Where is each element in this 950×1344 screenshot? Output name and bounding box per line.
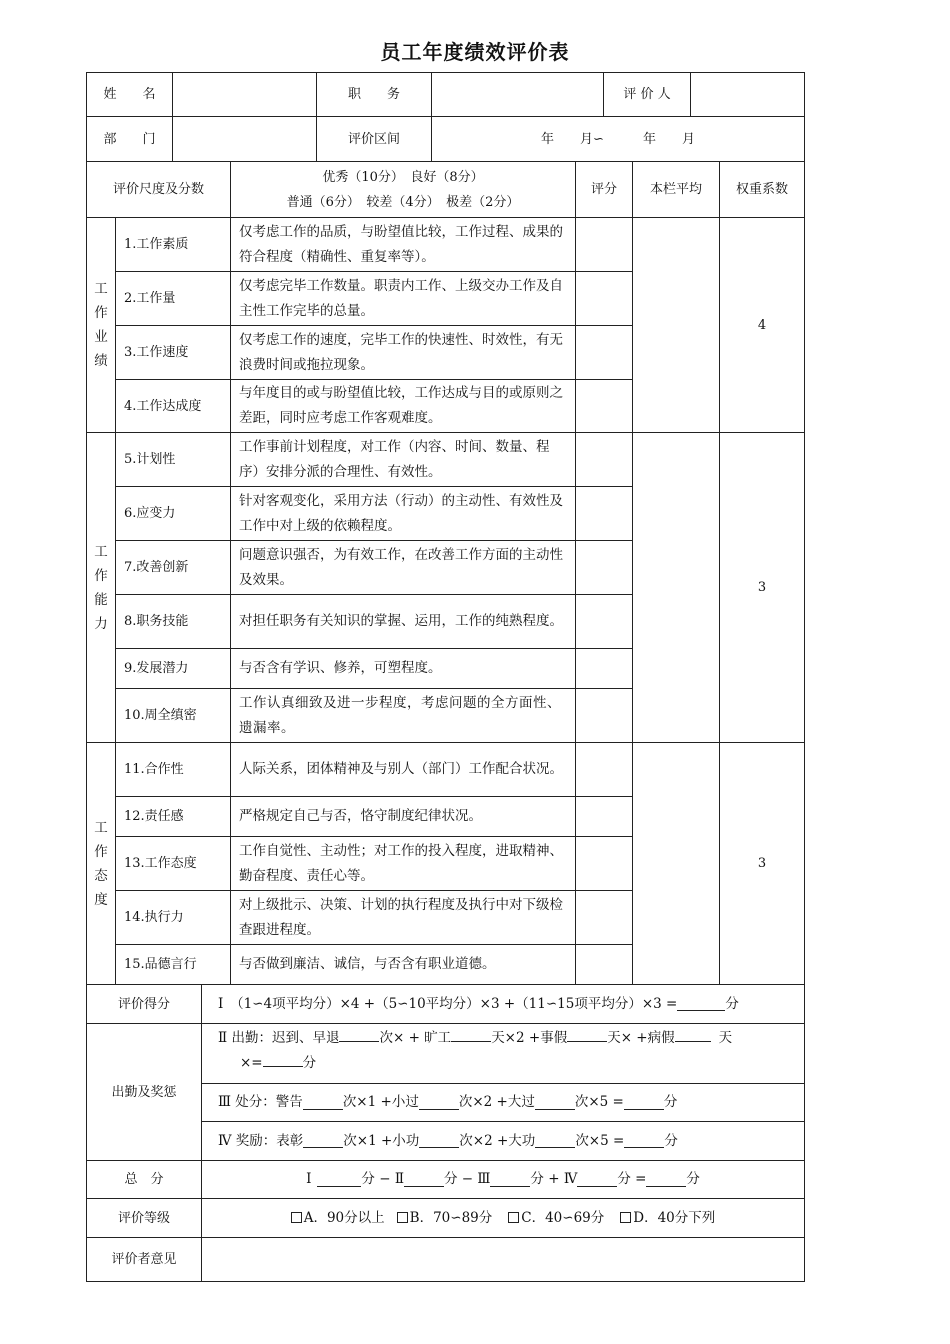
section-avg-field[interactable] [632,432,720,743]
item-name: 1.工作素质 [115,217,231,272]
score-field[interactable] [575,486,633,541]
section-char: 工 [94,281,108,297]
position-label: 职 务 [347,87,400,102]
name-label-cell [86,72,173,117]
section-char: 度 [94,891,108,908]
scale-label: 评价尺度及分数 [112,182,204,197]
total-iii-blank[interactable] [490,1173,530,1187]
score-field[interactable] [575,540,633,595]
total-result-blank[interactable] [646,1173,686,1187]
grade-option-a[interactable]: A．90分以上 [291,1206,385,1231]
score-col-header [575,161,633,218]
grade-option-d[interactable]: D．40分下列 [620,1206,715,1231]
score-field[interactable] [575,890,633,945]
minor-merit-blank[interactable] [419,1134,459,1148]
item-name: 15.品德言行 [115,944,231,985]
personal-leave-blank[interactable] [567,1028,607,1042]
score-field[interactable] [575,796,633,837]
score-formula-cell [201,984,805,1024]
item-desc: 与否含有学识、修养，可塑程度。 [230,648,576,689]
total-iv-blank[interactable] [577,1173,617,1187]
section-label-attitude [86,742,116,985]
section-char: 工 [94,543,108,560]
scale-line-2: 普通（6分） 较差（4分） 极差（2分） [286,194,520,210]
section-char: 作 [94,843,108,860]
commendation-count-blank[interactable] [303,1134,343,1148]
name-label: 姓 名 [103,87,156,102]
opinion-label-cell [86,1237,202,1282]
score-label: 评价得分 [117,996,170,1012]
section-label-performance [86,217,116,433]
item-desc: 仅考虑完毕工作数量。职责内工作、上级交办工作及自主性工作完毕的总量。 [230,271,576,326]
total-label: 总 分 [124,1172,164,1187]
score-field[interactable] [575,944,633,985]
item-desc: 人际关系，团体精神及与别人（部门）工作配合状况。 [230,742,576,797]
period-field[interactable] [431,116,805,162]
score-total-blank[interactable] [677,997,725,1011]
total-label-cell [86,1160,202,1199]
scale-values-cell [230,161,576,218]
item-desc: 与年度目的或与盼望值比较，工作达成与目的或原则之差距，同时应考虑工作客观难度。 [230,379,576,433]
position-field[interactable] [431,72,604,117]
item-name: 2.工作量 [115,271,231,326]
item-name: 11.合作性 [115,742,231,797]
sick-leave-blank[interactable] [675,1028,711,1042]
punishment-row: Ⅲ 处分：警告 次×1 +小过 次×2 +大过 次×5 = 分 [201,1083,805,1122]
weight-col-label: 权重系数 [735,182,788,197]
item-name: 6.应变力 [115,486,231,541]
score-field[interactable] [575,217,633,272]
name-field[interactable] [172,72,317,117]
score-col-label: 评分 [590,182,617,197]
score-label-cell [86,984,202,1024]
score-field[interactable] [575,742,633,797]
punishment-total-blank[interactable] [624,1096,664,1110]
score-field[interactable] [575,836,633,891]
item-name: 3.工作速度 [115,325,231,380]
grade-label: 评价等级 [117,1210,170,1226]
score-field[interactable] [575,432,633,487]
attendance-label: 出勤及奖惩 [111,1084,177,1100]
page-title: 员工年度绩效评价表 [380,40,570,64]
checkbox-icon [397,1212,408,1223]
section-avg-field[interactable] [632,742,720,985]
section-label-ability [86,432,116,743]
grade-label-cell [86,1198,202,1238]
scale-line-1: 优秀（10分） 良好（8分） [322,169,484,185]
total-ii-blank[interactable] [404,1173,444,1187]
score-field[interactable] [575,594,633,649]
score-formula: Ⅰ （1∽4项平均分）×4 +（5∽10平均分）×3 +（11∽15项平均分）×3 = [218,995,678,1012]
section-weight: 4 [719,217,805,433]
total-i-blank[interactable] [317,1173,361,1187]
item-desc: 与否做到廉洁、诚信，与否含有职业道德。 [230,944,576,985]
item-name: 8.职务技能 [115,594,231,649]
period-label-cell [316,116,432,162]
major-merit-blank[interactable] [535,1134,575,1148]
item-desc: 针对客观变化，采用方法（行动）的主动性、有效性及工作中对上级的依赖程度。 [230,486,576,541]
absent-days-blank[interactable] [451,1028,491,1042]
weight-col-header [719,161,805,218]
section-char: 作 [94,567,108,584]
section-char: 态 [94,867,108,884]
section-char: 工 [94,819,108,836]
item-name: 14.执行力 [115,890,231,945]
section-char: 绩 [94,353,108,369]
late-count-blank[interactable] [339,1028,379,1042]
grade-option-b[interactable]: B．70∽89分 [397,1206,493,1231]
checkbox-icon [291,1212,302,1223]
item-name: 5.计划性 [115,432,231,487]
item-name: 7.改善创新 [115,540,231,595]
position-label-cell [316,72,432,117]
score-field[interactable] [575,688,633,743]
period-value: 年 月∽ 年 月 [541,131,695,147]
section-char: 作 [94,305,108,321]
item-desc: 严格规定自己与否，恪守制度纪律状况。 [230,796,576,837]
item-desc: 对上级批示、决策、计划的执行程度及执行中对下级检查跟进程度。 [230,890,576,945]
score-unit: 分 [725,995,739,1012]
reward-total-blank[interactable] [624,1134,664,1148]
evaluator-field[interactable] [690,72,805,117]
opinion-field[interactable] [201,1237,805,1282]
dept-label: 部 门 [103,131,156,147]
score-field[interactable] [575,271,633,326]
dept-field[interactable] [172,116,317,162]
item-desc: 仅考虑工作的速度，完毕工作的快速性、时效性，有无浪费时间或拖拉现象。 [230,325,576,380]
item-name: 4.工作达成度 [115,379,231,433]
item-name: 9.发展潜力 [115,648,231,689]
total-formula-cell: Ⅰ 分 − Ⅱ 分 − Ⅲ 分 + Ⅳ 分 = 分 [201,1160,805,1199]
grade-options-cell [201,1198,805,1238]
checkbox-icon [620,1212,631,1223]
attendance-total-blank[interactable] [263,1053,303,1067]
checkbox-icon [508,1212,519,1223]
section-char: 业 [94,329,108,345]
score-field[interactable] [575,325,633,380]
opinion-label: 评价者意见 [111,1252,177,1267]
dept-label-cell [86,116,173,162]
section-char: 力 [94,615,108,632]
item-desc: 对担任职务有关知识的掌握、运用，工作的纯熟程度。 [230,594,576,649]
reward-row: Ⅳ 奖励：表彰 次×1 +小功 次×2 +大功 次×5 = 分 [201,1121,805,1161]
item-name: 10.周全缜密 [115,688,231,743]
major-demerit-blank[interactable] [535,1096,575,1110]
item-desc: 工作认真细致及进一步程度，考虑问题的全方面性、遗漏率。 [230,688,576,743]
section-char: 能 [94,591,108,608]
score-field[interactable] [575,648,633,689]
section-avg-field[interactable] [632,217,720,433]
section-weight: 3 [719,742,805,985]
minor-demerit-blank[interactable] [419,1096,459,1110]
item-name: 12.责任感 [115,796,231,837]
evaluator-label-cell [603,72,691,117]
item-desc: 仅考虑工作的品质，与盼望值比较，工作过程、成果的符合程度（精确性、重复率等）。 [230,217,576,272]
attendance-row: Ⅱ 出勤：迟到、早退 次× + 旷工 天×2 +事假 天× +病假 天 ×= 分 [201,1023,805,1084]
item-name: 13.工作态度 [115,836,231,891]
period-label: 评价区间 [347,131,400,147]
warning-count-blank[interactable] [303,1096,343,1110]
avg-col-label: 本栏平均 [649,182,702,197]
evaluator-label: 评 价 人 [623,87,671,102]
scale-label-cell [86,161,231,218]
item-desc: 问题意识强否，为有效工作，在改善工作方面的主动性及效果。 [230,540,576,595]
item-desc: 工作事前计划程度，对工作（内容、时间、数量、程序）安排分派的合理性、有效性。 [230,432,576,487]
avg-col-header [632,161,720,218]
score-field[interactable] [575,379,633,433]
grade-option-c[interactable]: C．40∽69分 [508,1206,604,1231]
section-weight: 3 [719,432,805,743]
attendance-label-cell [86,1023,202,1161]
item-desc: 工作自觉性、主动性；对工作的投入程度，进取精神、勤奋程度、责任心等。 [230,836,576,891]
